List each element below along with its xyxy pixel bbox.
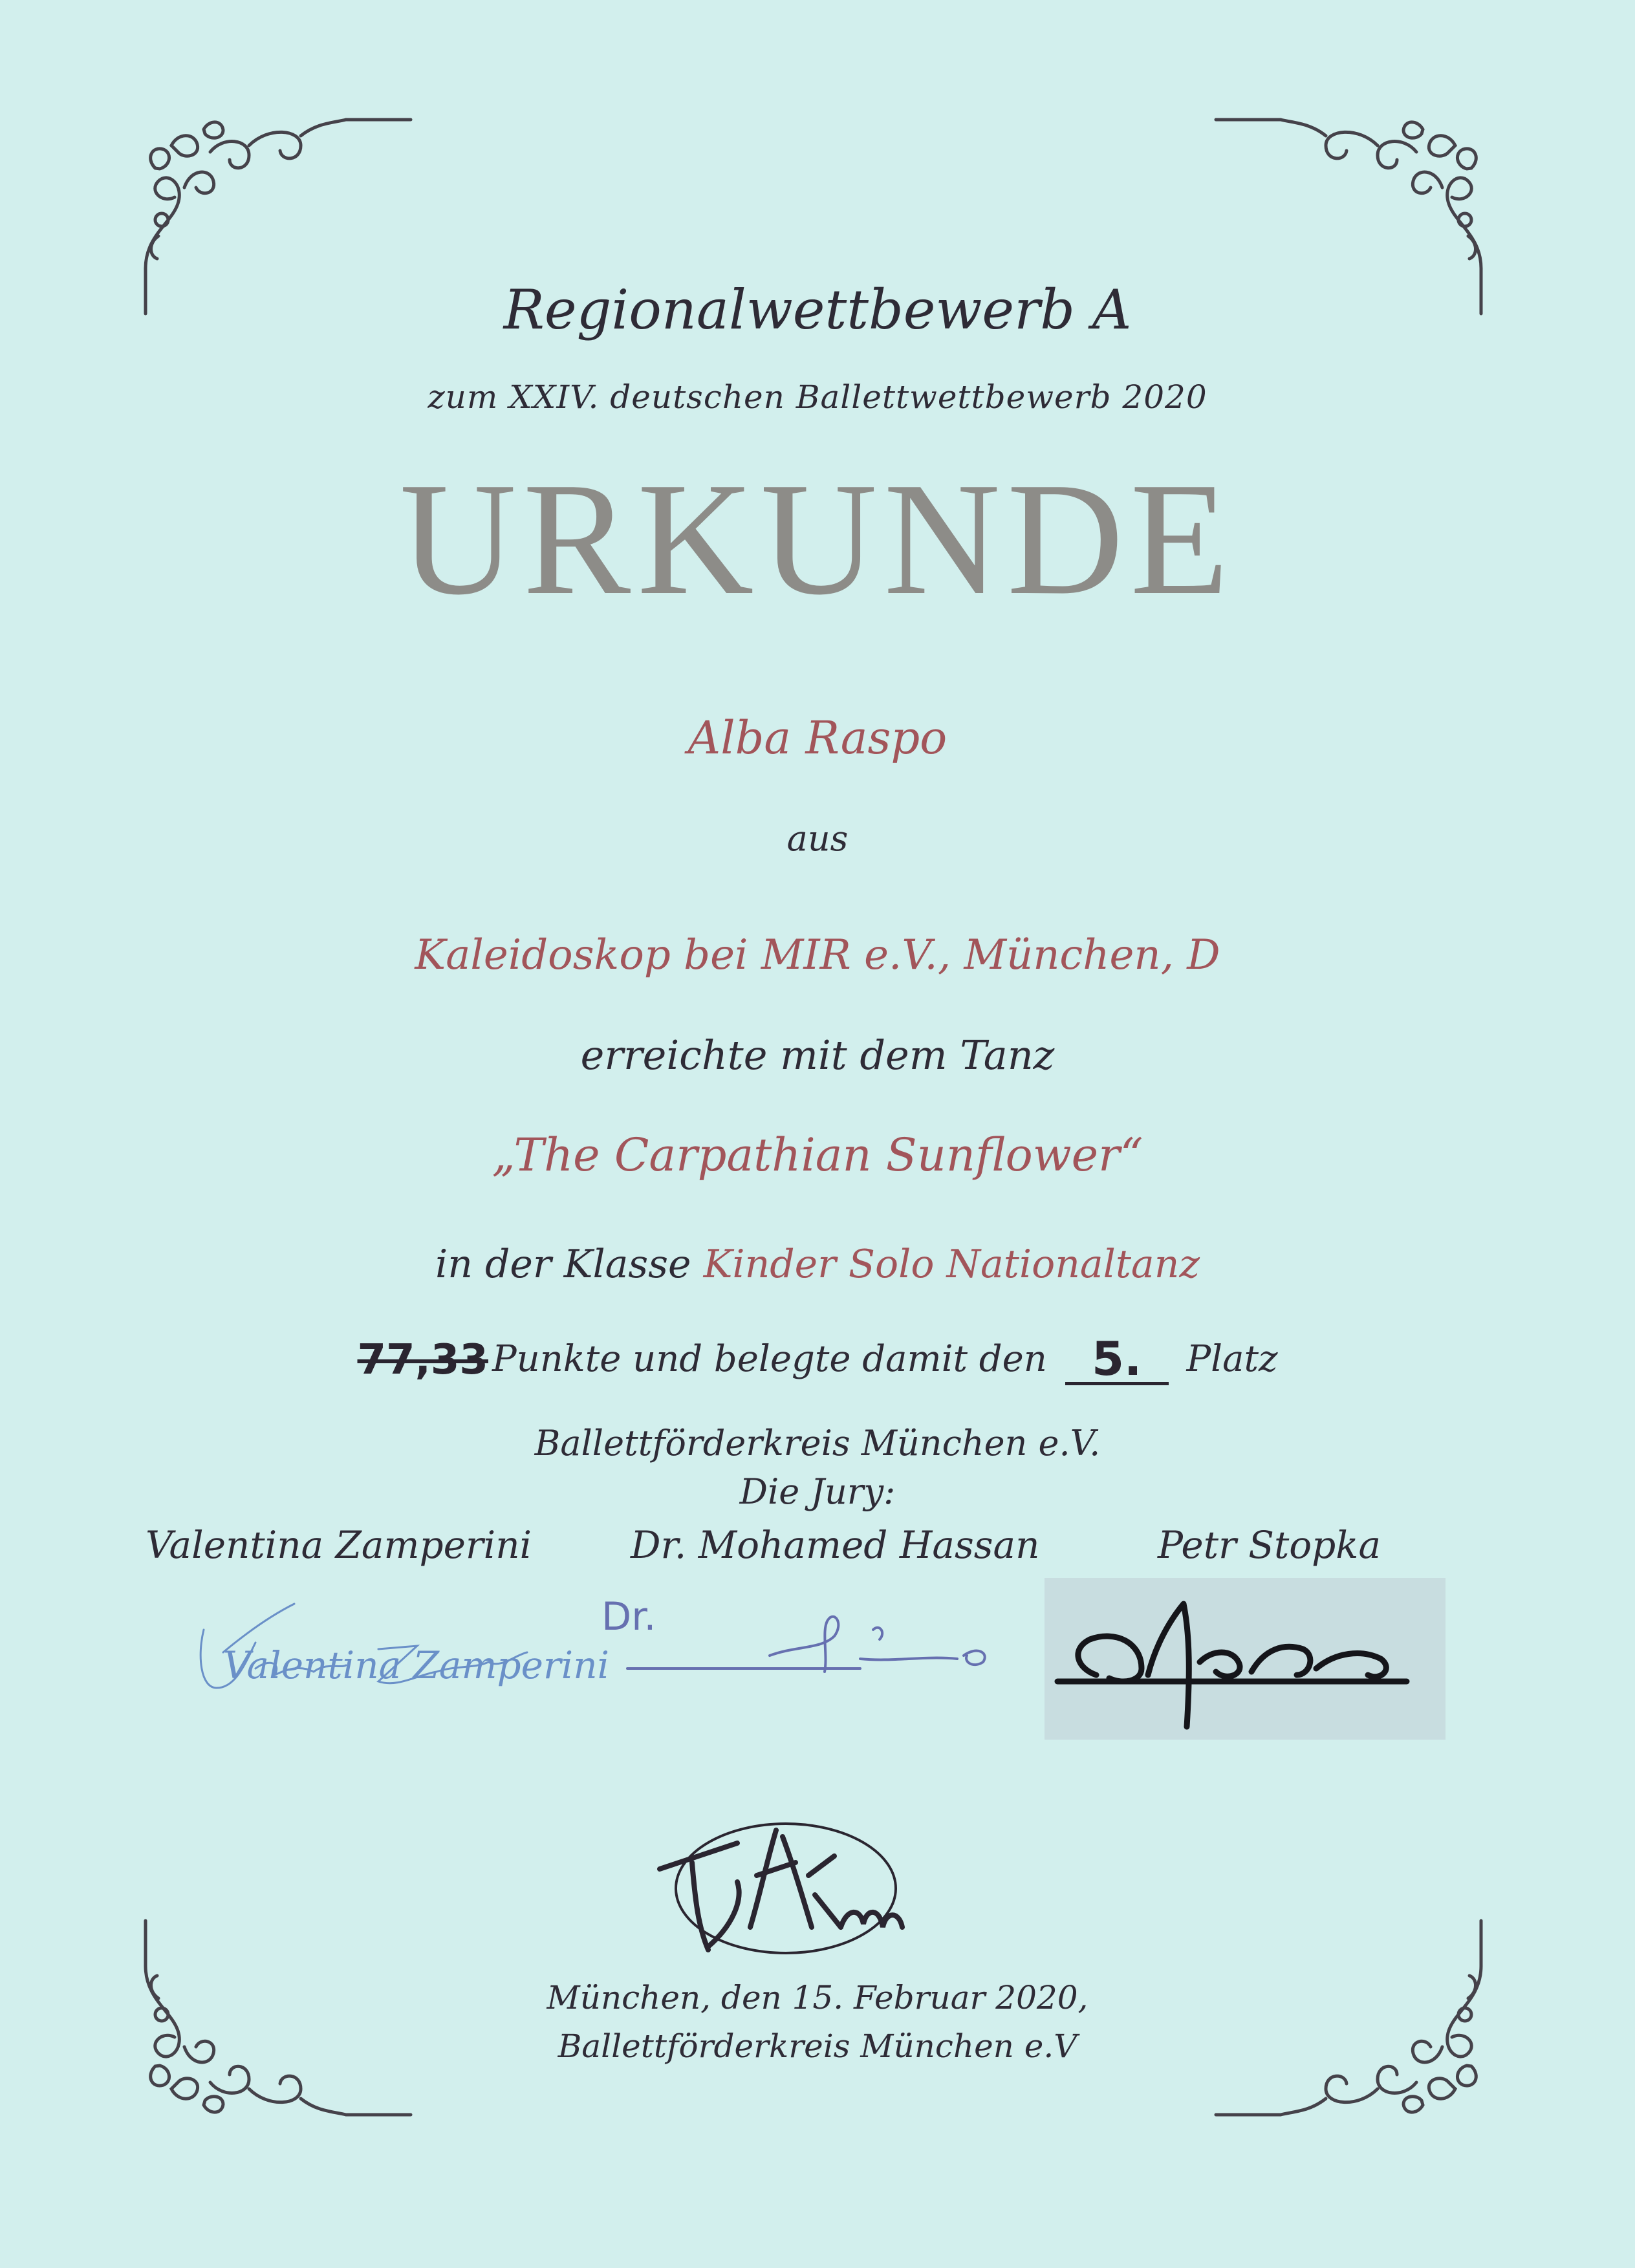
jury-label: Die Jury: [739, 1471, 896, 1512]
corner-ornament-bottom-left [133, 1914, 411, 2128]
juror-name-2: Dr. Mohamed Hassan [631, 1523, 1040, 1567]
signature-stopka [1045, 1578, 1446, 1740]
recipient-club: Kaleidoskop bei MIR e.V., München, D [415, 931, 1220, 979]
jury-organization: Ballettförderkreis München e.V. [534, 1423, 1101, 1463]
competition-subtitle: zum XXIV. deutschen Ballettwettbewerb 2020 [428, 378, 1207, 416]
certificate-heading: URKUNDE [399, 449, 1236, 629]
signature-hassan [601, 1584, 1028, 1688]
achieved-label: erreichte mit dem Tanz [580, 1031, 1055, 1079]
juror-name-3: Petr Stopka [1158, 1523, 1381, 1567]
juror-name-1: Valentina Zamperini [146, 1523, 532, 1567]
recipient-name: Alba Raspo [688, 711, 947, 764]
class-name: Kinder Solo Nationaltanz [703, 1242, 1200, 1287]
points-text: Punkte und belegte damit den [492, 1338, 1047, 1380]
handwritten-place: 5. [1065, 1335, 1169, 1385]
footer-organization: Ballettförderkreis München e.V [558, 2027, 1077, 2065]
from-label: aus [786, 818, 849, 859]
dance-title: „The Carpathian Sunflower“ [492, 1129, 1143, 1182]
bfkm-logo [647, 1798, 918, 1966]
date-line: München, den 15. Februar 2020, [547, 1979, 1088, 2016]
place-suffix: Platz [1186, 1338, 1278, 1380]
result-line [0, 1332, 1635, 1386]
class-line [0, 1242, 1635, 1287]
competition-title: Regionalwettbewerb A [503, 278, 1132, 341]
corner-ornament-bottom-right [1216, 1914, 1494, 2128]
svg-text:Dr.: Dr. [601, 1594, 656, 1639]
signature-zamperini [184, 1591, 610, 1720]
handwritten-score: 77,33 [357, 1336, 488, 1384]
svg-text:Valentina Zamperini: Valentina Zamperini [223, 1643, 610, 1687]
class-prefix: in der Klasse [435, 1242, 691, 1287]
